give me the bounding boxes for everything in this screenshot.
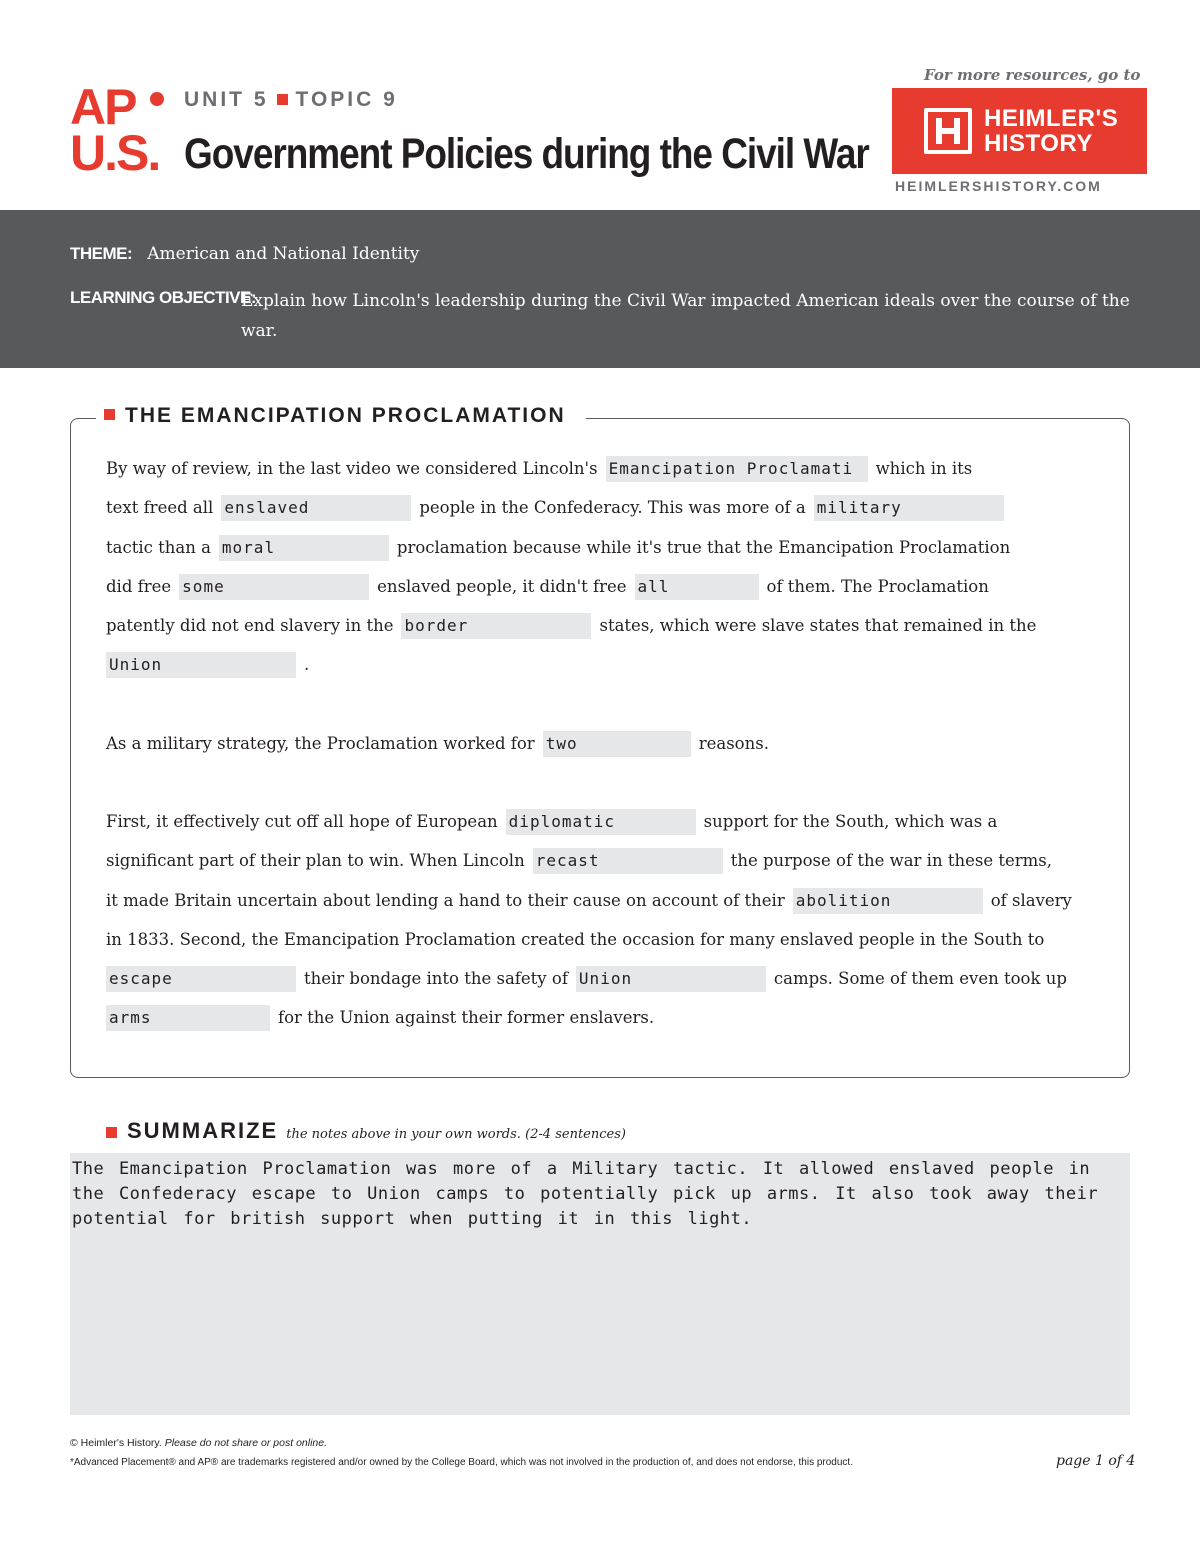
blank-field-3[interactable]: military [814,495,1004,521]
text-span: which in its [875,459,973,478]
text-span: enslaved people, it didn't free [377,576,627,596]
paragraph-1 [106,456,1106,692]
paragraph-3 [106,809,1106,1045]
brand-line2: HISTORY [984,130,1093,157]
blank-field-12[interactable]: abolition [793,888,983,914]
blank-field-10[interactable]: diplomatic [506,809,696,835]
topic-label: TOPIC 9 [295,88,398,111]
theme-value: American and National Identity [147,244,420,264]
p3-line3 [106,888,1106,927]
blank-field-6[interactable]: all [635,574,759,600]
section-heading [96,404,586,428]
text-span: text freed all [106,498,214,518]
text-span: significant part of their plan to win. When Lincoln [106,851,525,871]
summarize-title: SUMMARIZE [127,1118,279,1143]
paragraph-2 [106,731,1106,770]
heimler-brand-name [984,106,1118,156]
text-span: states, which were slave states that remained in the [599,616,1037,636]
unit-topic-line [184,88,398,112]
blank-field-4[interactable]: moral [219,535,389,561]
text-span: the purpose of the war in these terms, [730,851,1052,871]
text-span: it made Britain uncertain about lending a hand to their cause on account of their [106,890,785,910]
heimler-h-icon [924,108,972,154]
text-span: reasons. [698,734,769,753]
text-span: of slavery [990,890,1072,910]
p3-line6 [106,1005,1106,1044]
text-span: did free [106,576,172,596]
text-span: . [304,655,310,675]
blank-field-15[interactable]: arms [106,1005,270,1031]
text-span: in 1833. Second, the Emancipation Proclamation created the occasion for many enslaved people in the South to [106,929,1045,949]
blank-field-13[interactable]: escape [106,966,296,992]
theme-bar [0,210,1200,368]
share-notice: Please do not share or post online. [164,1437,328,1449]
copyright-text: © Heimler's History. [70,1437,162,1449]
section-heading-text: THE EMANCIPATION PROCLAMATION [125,404,566,427]
heimlers-history-logo[interactable] [892,88,1147,174]
summary-answer-text: The Emancipation Proclamation was more of a Military tactic. It allowed enslaved people in the Confederacy escape to Union camps to potentially pick up arms. It also took away their potential for british support when putting it in this light. [72,1159,1099,1229]
page-title: Government Policies during the Civil War [184,130,869,178]
blank-field-11[interactable]: recast [533,848,723,874]
heimler-url-link[interactable]: HEIMLERSHISTORY.COM [895,178,1102,194]
summary-answer-field[interactable] [70,1153,1130,1415]
p1-line1 [106,456,1106,495]
resources-prompt: For more resources, go to [924,66,1141,84]
text-span: patently did not end slavery in the [106,616,394,636]
text-span: of them. The Proclamation [766,576,989,596]
unit-label: UNIT 5 [184,88,269,111]
text-span: tactic than a [106,537,211,557]
p3-line1 [106,809,1106,848]
p3-line2 [106,848,1106,887]
theme-label: THEME: [70,244,133,263]
text-span: people in the Confederacy. This was more of a [419,498,806,518]
text-span: their bondage into the safety of [304,969,568,989]
summarize-heading [106,1118,626,1144]
blank-field-9[interactable]: two [543,731,691,757]
summarize-square-icon [106,1127,117,1138]
ap-logo-line1: AP [70,79,136,135]
p1-line4 [106,574,1106,613]
brand-line1: HEIMLER'S [984,105,1119,132]
ap-us-logo [70,79,170,181]
p1-line3 [106,535,1106,574]
ap-logo-dot [150,92,164,106]
text-span: camps. Some of them even took up [773,969,1067,989]
ap-logo-line2: U.S. [70,125,160,181]
summarize-subtitle: the notes above in your own words. (2-4 sentences) [286,1127,626,1142]
page-number: page 1 of 4 [1056,1453,1136,1469]
p1-line2 [106,495,1106,534]
p3-line5 [106,966,1106,1005]
text-span: First, it effectively cut off all hope of European [106,812,498,831]
blank-field-14[interactable]: Union [576,966,766,992]
p1-line6 [106,652,1106,691]
separator-square-icon [277,94,288,105]
blank-field-8[interactable]: Union [106,652,296,678]
objective-value: Explain how Lincoln's leadership during the Civil War impacted American ideals over the course of the war. [241,291,1130,341]
p2-line1 [106,731,1106,770]
p3-line4 [106,927,1106,966]
text-span: support for the South, which was a [703,812,998,831]
blank-field-7[interactable]: border [401,613,591,639]
objective-label: LEARNING OBJECTIVE: [70,288,257,307]
blank-field-2[interactable]: enslaved [221,495,411,521]
heading-square-icon [104,409,115,420]
text-span: for the Union against their former enslavers. [278,1008,655,1028]
footer-copyright [70,1437,327,1449]
p1-line5 [106,613,1106,652]
text-span: By way of review, in the last video we considered Lincoln's [106,459,598,478]
text-span: proclamation because while it's true that the Emancipation Proclamation [396,537,1011,557]
blank-field-1[interactable]: Emancipation Proclamati [606,456,868,482]
footer-trademark: *Advanced Placement® and AP® are trademarks registered and/or owned by the College Board, which was not involved in the production of, and does not endorse, this product. [70,1457,853,1468]
theme-row [70,244,419,264]
text-span: As a military strategy, the Proclamation worked for [106,734,535,753]
blank-field-5[interactable]: some [179,574,369,600]
